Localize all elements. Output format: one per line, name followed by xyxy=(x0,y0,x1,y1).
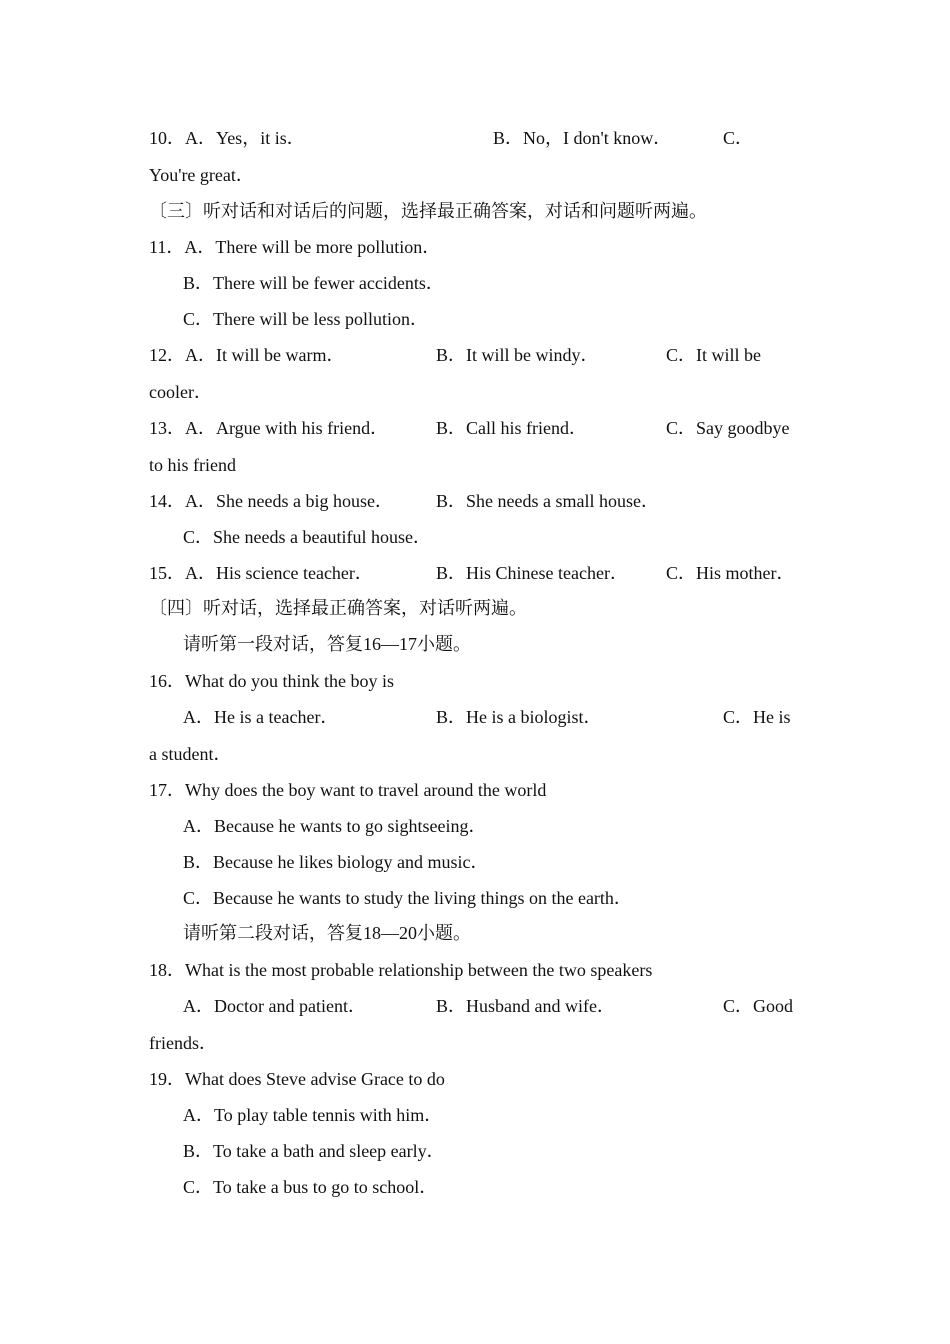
q19-option-a: A．To play table tennis with him． xyxy=(183,1105,443,1125)
section-3-heading: 〔三〕听对话和对话后的问题，选择最正确答案，对话和问题听两遍。 xyxy=(149,201,707,221)
q12-option-a: 12．A．It will be warm． xyxy=(149,345,345,365)
q18-option-a: A．Doctor and patient． xyxy=(183,996,366,1016)
q18-option-c-cont: friends． xyxy=(149,1033,217,1053)
q19-option-c: C．To take a bus to go to school． xyxy=(183,1177,438,1197)
q16-option-b: B．He is a biologist． xyxy=(436,707,602,727)
q17-option-a: A．Because he wants to go sightseeing． xyxy=(183,816,487,836)
dialogue-1-instruction: 请听第一段对话，答复16—17小题。 xyxy=(183,634,471,654)
q13-option-c: C．Say goodbye xyxy=(666,418,790,438)
q14-option-c: C．She needs a beautiful house． xyxy=(183,527,431,547)
q10-option-c: C． xyxy=(723,128,754,148)
q10-option-a: 10．A．Yes，it is． xyxy=(149,128,305,148)
q11-option-b: B．There will be fewer accidents． xyxy=(183,273,444,293)
q10-option-b: B．No，I don't know． xyxy=(493,128,672,148)
q15-option-b: B．His Chinese teacher． xyxy=(436,563,628,583)
q14-option-b: B．She needs a small house． xyxy=(436,491,659,511)
dialogue-2-instruction: 请听第二段对话，答复18—20小题。 xyxy=(183,923,471,943)
q16-option-c-cont: a student． xyxy=(149,744,232,764)
q11-option-c: C．There will be less pollution． xyxy=(183,309,428,329)
q17-option-b: B．Because he likes biology and music． xyxy=(183,852,489,872)
q17-option-c: C．Because he wants to study the living things on the earth． xyxy=(183,888,632,908)
q13-option-a: 13．A．Argue with his friend． xyxy=(149,418,389,438)
q12-option-b: B．It will be windy． xyxy=(436,345,599,365)
q10-option-c-cont: You're great． xyxy=(149,165,254,185)
q12-option-c: C．It will be xyxy=(666,345,761,365)
q18-stem: 18．What is the most probable relationship between the two speakers xyxy=(149,960,653,980)
q17-stem: 17．Why does the boy want to travel around the world xyxy=(149,780,547,800)
q16-option-a: A．He is a teacher． xyxy=(183,707,339,727)
q13-option-b: B．Call his friend． xyxy=(436,418,587,438)
q15-option-c: C．His mother． xyxy=(666,563,795,583)
q12-option-c-cont: cooler． xyxy=(149,382,212,402)
q16-stem: 16．What do you think the boy is xyxy=(149,671,394,691)
q18-option-b: B．Husband and wife． xyxy=(436,996,615,1016)
section-4-heading: 〔四〕听对话，选择最正确答案，对话听两遍。 xyxy=(149,598,527,618)
q19-option-b: B．To take a bath and sleep early． xyxy=(183,1141,445,1161)
q18-option-c: C．Good xyxy=(723,996,794,1016)
q13-option-c-cont: to his friend xyxy=(149,455,236,475)
q16-option-c: C．He is xyxy=(723,707,791,727)
q19-stem: 19．What does Steve advise Grace to do xyxy=(149,1069,445,1089)
q14-option-a: 14．A．She needs a big house． xyxy=(149,491,393,511)
q11-option-a: 11．A．There will be more pollution． xyxy=(149,237,441,257)
q15-option-a: 15．A．His science teacher． xyxy=(149,563,373,583)
